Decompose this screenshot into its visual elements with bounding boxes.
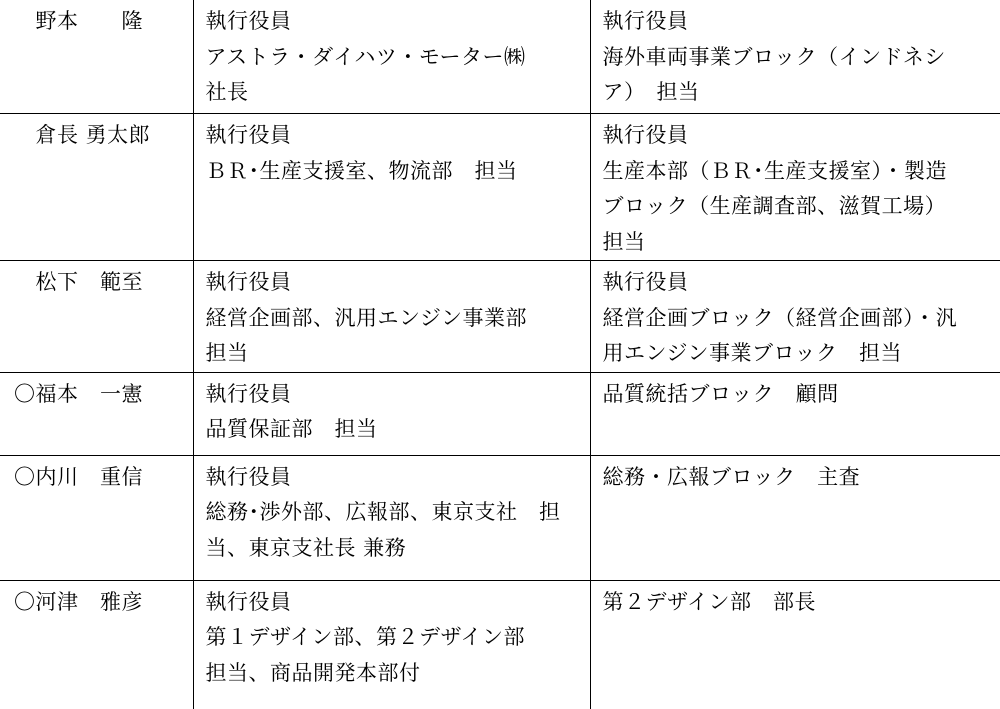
previous-position-line: 執行役員 <box>602 123 689 147</box>
name-cell: 〇福本 一憲 <box>0 372 193 455</box>
new-position-cell <box>193 455 590 580</box>
new-position-line: 担当、商品開発本部付 <box>205 660 421 685</box>
new-position-line: 執行役員 <box>205 464 292 489</box>
table-row <box>0 580 1000 709</box>
new-position-line: 執行役員 <box>205 123 292 147</box>
new-position-line: アストラ・ダイハツ・モーター㈱ <box>205 44 526 69</box>
new-position-line: 総務･渉外部、広報部、東京支社 担 <box>205 500 561 524</box>
new-position-cell <box>193 372 590 455</box>
new-position-line: 当、東京支社長 兼務 <box>205 535 407 560</box>
table-row <box>0 114 1000 261</box>
previous-position-line: 品質統括ブロック 顧問 <box>602 381 839 406</box>
new-position-cell <box>193 580 590 709</box>
new-position-line: 執行役員 <box>205 589 292 614</box>
new-position-cell <box>193 0 590 114</box>
previous-position-line: 担当 <box>602 229 646 254</box>
previous-position-line: 用エンジン事業ブロック 担当 <box>602 341 903 365</box>
table-row <box>0 0 1000 114</box>
previous-position-line: 執行役員 <box>602 270 689 294</box>
previous-position-line: 執行役員 <box>602 9 689 33</box>
previous-position-line: ブロック（生産調査部、滋賀工場） <box>602 194 947 218</box>
new-position-cell <box>193 114 590 261</box>
previous-position-cell <box>590 580 1000 709</box>
new-position-line: ＢＲ･生産支援室、物流部 担当 <box>205 158 518 183</box>
previous-position-cell <box>590 455 1000 580</box>
previous-position-line: ア） 担当 <box>602 80 700 104</box>
table-row <box>0 372 1000 455</box>
previous-position-cell <box>590 0 1000 114</box>
previous-position-cell <box>590 114 1000 261</box>
previous-position-line: 生産本部（ＢＲ･生産支援室）・製造 <box>602 158 947 183</box>
new-position-line: 社長 <box>205 80 249 104</box>
previous-position-line: 第２デザイン部 部長 <box>602 589 817 614</box>
previous-position-cell <box>590 261 1000 373</box>
previous-position-cell <box>590 372 1000 455</box>
table-row <box>0 261 1000 373</box>
new-position-cell <box>193 261 590 373</box>
new-position-line: 品質保証部 担当 <box>205 417 378 441</box>
name-cell: 〇内川 重信 <box>0 455 193 580</box>
previous-position-line: 海外車両事業ブロック（インドネシ <box>602 44 946 69</box>
new-position-line: 執行役員 <box>205 381 292 406</box>
name-cell: 松下 範至 <box>0 261 193 373</box>
name-cell: 〇河津 雅彦 <box>0 580 193 709</box>
new-position-line: 第１デザイン部、第２デザイン部 <box>205 625 526 649</box>
new-position-line: 執行役員 <box>205 9 292 33</box>
name-cell: 野本 隆 <box>0 0 193 114</box>
new-position-line: 執行役員 <box>205 270 292 294</box>
previous-position-line: 総務・広報ブロック 主査 <box>602 464 861 489</box>
previous-position-line: 経営企画ブロック（経営企画部）・汎 <box>602 305 958 330</box>
new-position-line: 経営企画部、汎用エンジン事業部 <box>205 305 527 330</box>
new-position-line: 担当 <box>205 341 249 365</box>
name-cell: 倉長 勇太郎 <box>0 114 193 261</box>
table-row <box>0 455 1000 580</box>
